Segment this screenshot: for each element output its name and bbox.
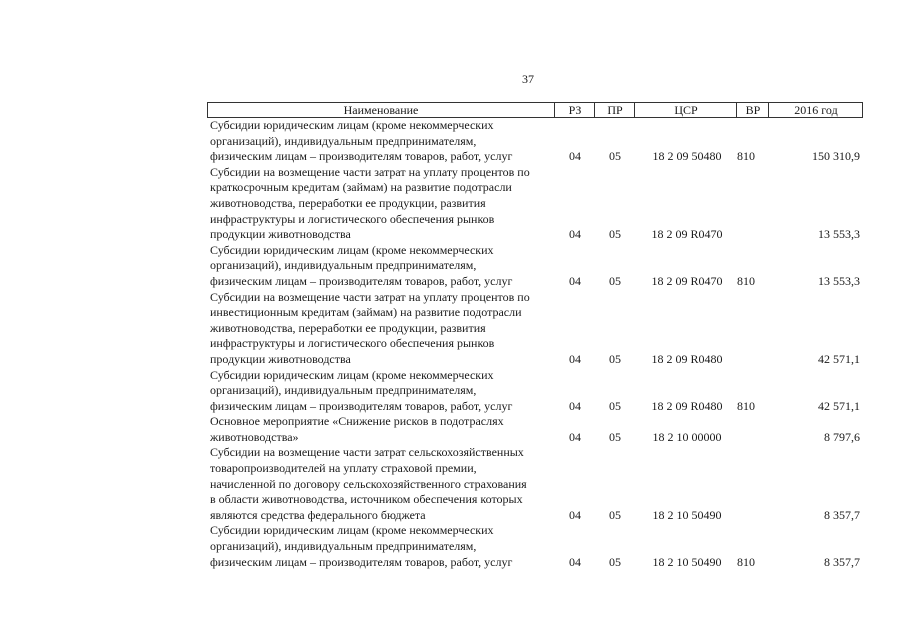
row-sum: 13 553,3: [818, 273, 860, 288]
row-name: [207, 243, 552, 290]
row-rz: 04: [569, 554, 581, 569]
row-pr: 05: [609, 398, 621, 413]
row-name: [207, 165, 552, 243]
row-name: [207, 414, 552, 445]
table-row: [207, 523, 863, 570]
row-pr: 05: [609, 227, 621, 242]
row-name-line: Субсидии юридическим лицам (кроме некоммерческих: [210, 523, 494, 538]
budget-table: [207, 102, 863, 570]
table-header: [207, 102, 863, 118]
row-name-line: инвестиционным кредитам (займам) на развитие подотрасли: [210, 305, 522, 320]
row-rz: 04: [569, 273, 581, 288]
row-name: [207, 523, 552, 570]
row-csr: 18 2 09 R0470: [651, 227, 723, 242]
row-rz: 04: [569, 351, 581, 366]
row-csr: 18 2 09 50480: [652, 149, 722, 164]
row-name-line: продукции животноводства: [210, 351, 351, 366]
header-name: Наименование: [343, 103, 419, 117]
row-csr: 18 2 10 50490: [652, 554, 722, 569]
row-name-line: Основное мероприятие «Снижение рисков в подотраслях: [210, 414, 504, 429]
row-name: [207, 290, 552, 368]
row-name: [207, 118, 552, 165]
table-row: [207, 414, 863, 445]
table-row: [207, 243, 863, 290]
row-name-line: физическим лицам – производителям товаров, работ, услуг: [210, 273, 513, 288]
row-name: [207, 368, 552, 415]
row-name-line: в области животноводства, источником обеспечения которых: [210, 492, 523, 507]
row-name-line: Субсидии юридическим лицам (кроме некоммерческих: [210, 367, 494, 382]
row-name-line: инфраструктуры и логистического обеспечения рынков: [210, 336, 495, 351]
row-pr: 05: [609, 273, 621, 288]
row-name-line: товаропроизводителей на уплату страховой премии,: [210, 461, 477, 476]
row-rz: 04: [569, 398, 581, 413]
row-sum: 8 797,6: [824, 429, 860, 444]
row-name-line: краткосрочным кредитам (займам) на развитие подотрасли: [210, 180, 512, 195]
row-name-line: организаций), индивидуальным предпринимателям,: [210, 258, 477, 273]
page-number: 37: [522, 72, 534, 86]
row-vr: 810: [737, 273, 755, 288]
header-year: 2016 год: [768, 103, 863, 117]
row-pr: 05: [609, 351, 621, 366]
row-vr: 810: [737, 398, 755, 413]
row-rz: 04: [569, 429, 581, 444]
row-name: [207, 445, 552, 523]
row-csr: 18 2 09 R0480: [651, 351, 723, 366]
row-name-line: физическим лицам – производителям товаров, работ, услуг: [210, 149, 513, 164]
row-name-line: Субсидии юридическим лицам (кроме некоммерческих: [210, 118, 494, 132]
row-name-line: начисленной по договору сельскохозяйственного страхования: [210, 476, 527, 491]
header-pr: ПР: [594, 103, 635, 117]
row-rz: 04: [569, 227, 581, 242]
table-body: [207, 118, 863, 570]
row-pr: 05: [609, 507, 621, 522]
header-rz: РЗ: [554, 103, 595, 117]
table-row: [207, 368, 863, 415]
row-name-line: физическим лицам – производителям товаров, работ, услуг: [210, 398, 513, 413]
row-vr: 810: [737, 554, 755, 569]
row-csr: 18 2 10 00000: [652, 429, 722, 444]
row-sum: 13 553,3: [818, 227, 860, 242]
row-sum: 8 357,7: [824, 507, 860, 522]
row-csr: 18 2 10 50490: [652, 507, 722, 522]
table-row: [207, 165, 863, 243]
row-vr: 810: [737, 149, 755, 164]
row-sum: 42 571,1: [818, 351, 860, 366]
row-name-line: инфраструктуры и логистического обеспечения рынков: [210, 211, 495, 226]
row-name-line: организаций), индивидуальным предпринимателям,: [210, 383, 477, 398]
row-name-line: Субсидии на возмещение части затрат на уплату процентов по: [210, 164, 530, 179]
row-csr: 18 2 09 R0480: [651, 398, 723, 413]
row-name-line: являются средства федерального бюджета: [210, 507, 426, 522]
table-row: [207, 445, 863, 523]
row-name-line: Субсидии юридическим лицам (кроме некоммерческих: [210, 242, 494, 257]
header-vr: ВР: [736, 103, 769, 117]
row-name-line: животноводства, переработки ее продукции, развития: [210, 195, 486, 210]
row-name-line: организаций), индивидуальным предпринимателям,: [210, 133, 477, 148]
row-csr: 18 2 09 R0470: [651, 273, 723, 288]
row-name-line: животноводства»: [210, 429, 299, 444]
row-sum: 8 357,7: [824, 554, 860, 569]
row-name-line: организаций), индивидуальным предпринимателям,: [210, 539, 477, 554]
row-name-line: физическим лицам – производителям товаров, работ, услуг: [210, 554, 513, 569]
row-name-line: Субсидии на возмещение части затрат на уплату процентов по: [210, 289, 530, 304]
row-name-line: животноводства, переработки ее продукции, развития: [210, 320, 486, 335]
row-rz: 04: [569, 507, 581, 522]
table-row: [207, 290, 863, 368]
row-pr: 05: [609, 554, 621, 569]
row-sum: 42 571,1: [818, 398, 860, 413]
row-pr: 05: [609, 429, 621, 444]
row-sum: 150 310,9: [812, 149, 860, 164]
row-pr: 05: [609, 149, 621, 164]
header-csr: ЦСР: [634, 103, 737, 117]
row-rz: 04: [569, 149, 581, 164]
table-row: [207, 118, 863, 165]
row-name-line: Субсидии на возмещение части затрат сельскохозяйственных: [210, 445, 524, 460]
row-name-line: продукции животноводства: [210, 227, 351, 242]
